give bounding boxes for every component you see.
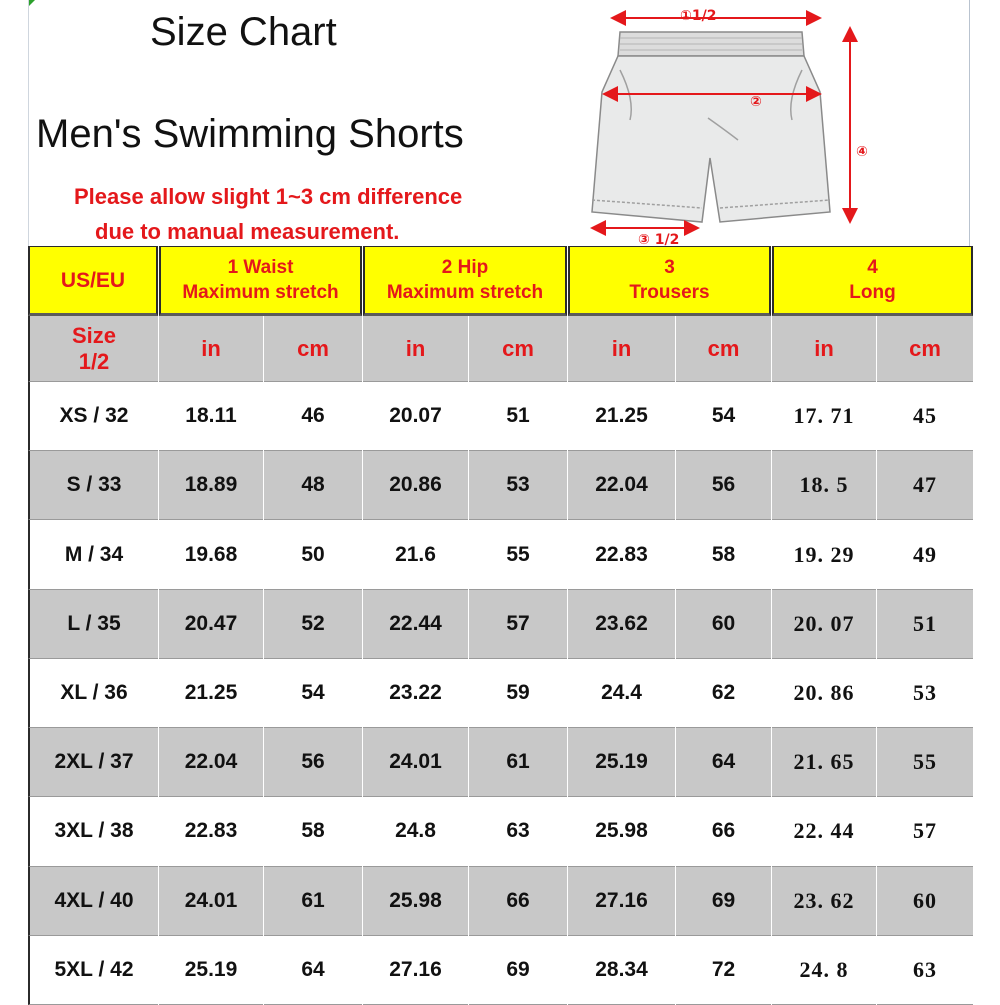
size-label-cell: XL / 36 <box>28 659 158 728</box>
measurement-cell: 24.01 <box>159 867 263 936</box>
measurement-cell: 52 <box>264 590 362 659</box>
measurement-cell: 51 <box>469 382 567 451</box>
measurement-cell: 23.22 <box>363 659 468 728</box>
waist-label: ①1/2 <box>680 8 717 24</box>
measurement-cell: 19. 29 <box>772 520 876 589</box>
header-us-eu: US/EU <box>28 246 158 316</box>
size-label-cell: S / 33 <box>28 451 158 520</box>
header-waist: 1 Waist Maximum stretch <box>159 246 362 316</box>
measurement-cell: 18.11 <box>159 382 263 451</box>
leg-opening-label: ③ 1/2 <box>638 232 680 246</box>
measurement-note-line1: Please allow slight 1~3 cm difference <box>74 184 463 209</box>
measurement-cell: 64 <box>264 936 362 1005</box>
measurement-cell: 20.86 <box>363 451 468 520</box>
measurement-cell: 20. 86 <box>772 659 876 728</box>
measurement-cell: 50 <box>264 520 362 589</box>
unit-trousers-cm: cm <box>676 316 771 382</box>
right-border-line <box>969 0 970 246</box>
measurement-cell: 55 <box>469 520 567 589</box>
measurement-cell: 63 <box>469 797 567 866</box>
measurement-cell: 24.4 <box>568 659 675 728</box>
unit-size-cell: Size 1/2 <box>28 316 158 382</box>
measurement-cell: 25.98 <box>363 867 468 936</box>
measurement-cell: 20.47 <box>159 590 263 659</box>
measurement-cell: 21.6 <box>363 520 468 589</box>
measurement-cell: 69 <box>469 936 567 1005</box>
measurement-cell: 61 <box>264 867 362 936</box>
measurement-cell: 20.07 <box>363 382 468 451</box>
measurement-cell: 25.98 <box>568 797 675 866</box>
shorts-measurement-diagram <box>580 0 880 246</box>
measurement-cell: 47 <box>877 451 973 520</box>
measurement-cell: 25.19 <box>159 936 263 1005</box>
measurement-cell: 24. 8 <box>772 936 876 1005</box>
measurement-cell: 22.04 <box>568 451 675 520</box>
size-label-cell: M / 34 <box>28 520 158 589</box>
measurement-cell: 22.83 <box>568 520 675 589</box>
measurement-cell: 64 <box>676 728 771 797</box>
measurement-note-line2: due to manual measurement. <box>95 219 400 244</box>
measurement-cell: 23.62 <box>568 590 675 659</box>
size-label-cell: XS / 32 <box>28 382 158 451</box>
measurement-cell: 59 <box>469 659 567 728</box>
measurement-cell: 19.68 <box>159 520 263 589</box>
measurement-cell: 28.34 <box>568 936 675 1005</box>
unit-long-in: in <box>772 316 876 382</box>
measurement-cell: 63 <box>877 936 973 1005</box>
unit-waist-cm: cm <box>264 316 362 382</box>
measurement-cell: 60 <box>676 590 771 659</box>
shorts-icon <box>592 32 830 222</box>
unit-long-cm: cm <box>877 316 973 382</box>
page-title: Size Chart <box>150 10 337 54</box>
measurement-cell: 57 <box>469 590 567 659</box>
measurement-cell: 66 <box>676 797 771 866</box>
measurement-cell: 22.44 <box>363 590 468 659</box>
measurement-cell: 23. 62 <box>772 867 876 936</box>
measurement-cell: 69 <box>676 867 771 936</box>
measurement-cell: 53 <box>877 659 973 728</box>
measurement-cell: 21.25 <box>159 659 263 728</box>
measurement-cell: 48 <box>264 451 362 520</box>
measurement-cell: 18.89 <box>159 451 263 520</box>
measurement-cell: 72 <box>676 936 771 1005</box>
unit-hip-in: in <box>363 316 468 382</box>
measurement-cell: 24.8 <box>363 797 468 866</box>
hip-label: ② <box>750 94 762 110</box>
corner-mark <box>28 0 35 7</box>
measurement-cell: 27.16 <box>363 936 468 1005</box>
size-label-cell: 3XL / 38 <box>28 797 158 866</box>
header-long: 4 Long <box>772 246 973 316</box>
product-title: Men's Swimming Shorts <box>36 112 464 156</box>
length-label: ④ <box>856 144 868 160</box>
size-table <box>28 246 970 1005</box>
measurement-cell: 60 <box>877 867 973 936</box>
measurement-cell: 57 <box>877 797 973 866</box>
measurement-cell: 22. 44 <box>772 797 876 866</box>
measurement-cell: 54 <box>264 659 362 728</box>
measurement-cell: 54 <box>676 382 771 451</box>
measurement-cell: 27.16 <box>568 867 675 936</box>
measurement-cell: 21.25 <box>568 382 675 451</box>
size-label-cell: 4XL / 40 <box>28 867 158 936</box>
unit-hip-cm: cm <box>469 316 567 382</box>
header-hip: 2 Hip Maximum stretch <box>363 246 567 316</box>
measurement-cell: 24.01 <box>363 728 468 797</box>
unit-trousers-in: in <box>568 316 675 382</box>
measurement-cell: 58 <box>676 520 771 589</box>
measurement-cell: 46 <box>264 382 362 451</box>
measurement-cell: 18. 5 <box>772 451 876 520</box>
measurement-cell: 53 <box>469 451 567 520</box>
size-label-cell: L / 35 <box>28 590 158 659</box>
measurement-cell: 61 <box>469 728 567 797</box>
measurement-cell: 45 <box>877 382 973 451</box>
left-border-line <box>28 0 29 246</box>
header-trousers: 3 Trousers <box>568 246 771 316</box>
measurement-cell: 62 <box>676 659 771 728</box>
measurement-cell: 20. 07 <box>772 590 876 659</box>
size-label-cell: 5XL / 42 <box>28 936 158 1005</box>
measurement-cell: 58 <box>264 797 362 866</box>
measurement-cell: 17. 71 <box>772 382 876 451</box>
size-label-cell: 2XL / 37 <box>28 728 158 797</box>
measurement-cell: 55 <box>877 728 973 797</box>
measurement-cell: 56 <box>264 728 362 797</box>
measurement-cell: 22.04 <box>159 728 263 797</box>
measurement-cell: 22.83 <box>159 797 263 866</box>
measurement-cell: 51 <box>877 590 973 659</box>
measurement-cell: 25.19 <box>568 728 675 797</box>
unit-waist-in: in <box>159 316 263 382</box>
measurement-cell: 56 <box>676 451 771 520</box>
measurement-cell: 21. 65 <box>772 728 876 797</box>
measurement-cell: 66 <box>469 867 567 936</box>
measurement-cell: 49 <box>877 520 973 589</box>
